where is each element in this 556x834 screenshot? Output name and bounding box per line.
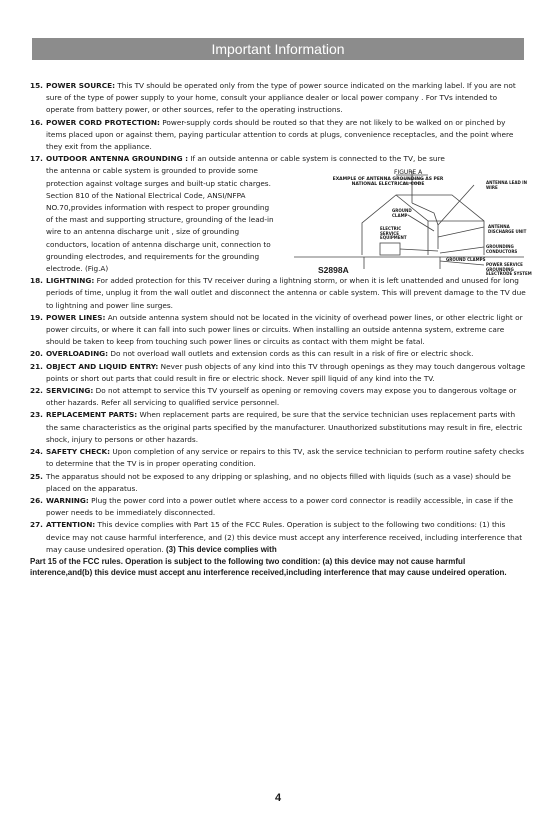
item-label: SERVICING: <box>46 386 94 396</box>
item-text: This TV should be operated only from the type of power source indicated on the marking label. If you are not sure of the type of power supply to your home, consult your appliance dealer or local power company . For TVs intended to operate from battery power, or other sources, refer to the operating instructions. <box>46 81 516 115</box>
item-label: POWER CORD PROTECTION: <box>46 117 160 127</box>
item-body <box>46 446 526 470</box>
list-item-27 <box>30 519 526 556</box>
list-item-17 <box>30 153 532 277</box>
list-item-20 <box>30 348 526 360</box>
item-body <box>46 409 526 446</box>
item-text: If an outside antenna or cable system is connected to the TV, be sure <box>188 154 445 164</box>
list-item-26 <box>30 495 526 519</box>
item-number: 27. <box>30 520 43 530</box>
item-body <box>46 471 526 495</box>
item-body <box>46 117 526 154</box>
model-number: S2898A <box>318 265 349 276</box>
service-equipment-label: ELECTRIC SERVICE EQUIPMENT <box>380 226 407 241</box>
page-number: 4 <box>274 792 282 804</box>
list-item-19 <box>30 312 526 349</box>
ground-clamp-label: GROUND CLAMP <box>392 208 412 218</box>
conductors-label: GROUNDING CONDUCTORS <box>486 244 518 254</box>
item-number: 20. <box>30 349 43 359</box>
item-body <box>46 361 526 385</box>
electrode-label: POWER SERVICE GROUNDING ELECTRODE SYSTEM <box>486 262 532 277</box>
item-number: 16. <box>30 117 43 127</box>
item-label: SAFETY CHECK: <box>46 447 111 457</box>
item-number: 18. <box>30 276 43 286</box>
item-body <box>46 275 526 312</box>
item-label: WARNING: <box>46 495 89 505</box>
figure-title: FIGURE A <box>394 169 423 177</box>
item-number: 21. <box>30 361 43 371</box>
item-text: This device complies with Part 15 of the FCC Rules. Operation is subject to the following two conditions: (1) this device may not cause harmful interference, and (2) this device must accept any interference received, including interference that may cause undesired operation. <box>46 520 523 554</box>
page-title: Important Information <box>211 41 345 57</box>
item-body <box>46 495 526 519</box>
item-number: 23. <box>30 410 43 420</box>
item-number: 26. <box>30 495 43 505</box>
item-text: When replacement parts are required, be sure that the service technician uses replacement parts with the same characteristics as the original parts specified by the manufacturer. Unauthorized substitutions may result in fire, electric shock, injury to persons or other hazards. <box>46 410 523 444</box>
antenna-grounding-figure <box>284 165 534 277</box>
item-text: Do not attempt to service this TV yourself as opening or removing covers may expose you to dangerous voltage or other hazards. Refer all servicing to qualified service personnel. <box>46 386 517 408</box>
instructions-list <box>30 80 532 578</box>
item-body <box>46 80 526 117</box>
item-text: Plug the power cord into a power outlet where access to a power cord connector is readily accessible, in case if the power needs to be immediately disconnected. <box>46 495 513 518</box>
item-number: 17. <box>30 154 43 164</box>
item-label: ATTENTION: <box>46 520 96 530</box>
item-text: For added protection for this TV receiver during a lightning storm, or when it is left unattended and unused for long periods of time, unplug it from the wall outlet and disconnect the antenna or cable system. This will prevent damage to the TV due to lightning and power line surges. <box>46 276 526 310</box>
item-label: REPLACEMENT PARTS: <box>46 410 138 420</box>
section-banner <box>32 38 524 60</box>
item-label: POWER LINES: <box>46 312 106 322</box>
item-body <box>46 153 534 275</box>
list-item-16 <box>30 117 526 154</box>
item-body <box>46 348 526 360</box>
list-item-18 <box>30 275 526 312</box>
item-body <box>46 385 526 409</box>
list-item-21 <box>30 361 526 385</box>
lead-in-label: ANTENNA LEAD IN WIRE <box>486 180 528 190</box>
item-label: OVERLOADING: <box>46 349 109 359</box>
item-text: Never push objects of any kind into this TV through openings as they may touch dangerous voltage points or short out parts that could result in fire or electric shock. Never spill liquid of any kind into the TV. <box>46 361 526 383</box>
item-text: An outside antenna system should not be located in the vicinity of overhead power lines, or other electric light or power circuits, or where it can fall into such power lines or circuits. When installing an outside antenna system, extreme care should be taken to keep from touching such power lines or circuits as contact with them might be fatal. <box>46 312 523 347</box>
item-text-bold: (3) This device complies with <box>163 544 277 554</box>
item-27-continuation: Part 15 of the FCC rules. Operation is subject to the following two condition: (a) this device may not cause harmful interence,and(b) this device must accept anu interference received,including interference that may cause undeired operation. <box>30 556 507 577</box>
item-text: Power-supply cords should be routed so that they are not likely to be walked on or pinched by items placed upon or against them, paying particular attention to cords at plugs, convenience receptacles, and the point where they exit from the appliance. <box>46 117 514 152</box>
item-text: Upon completion of any service or repairs to this TV, ask the service technician to perform routine safety checks to determine that the TV is in proper operating condition. <box>46 447 525 469</box>
item-label: LIGHTNING: <box>46 276 95 286</box>
list-item-23 <box>30 409 526 446</box>
list-item-24 <box>30 446 526 470</box>
item-number: 24. <box>30 447 43 457</box>
item-text: Do not overload wall outlets and extension cords as this can result in a risk of fire or electric shock. <box>108 349 474 359</box>
item-number: 22. <box>30 386 43 396</box>
item-text-wrap: the antenna or cable system is grounded to provide some protection against voltage surges and built-up static charges. Section 810 of the National Electrical Code, ANSI/NFPA NO.70,provides information with respect to proper grounding of the mast and supporting structure, grounding of the lead-in wire to an antenna discharge unit , size of grounding conductors, location of antenna discharge unit, connection to grounding electrodes, and requirements for the grounding electrode. (Fig.A) <box>46 166 274 274</box>
item-number: 25. <box>30 471 43 481</box>
item-label: OBJECT AND LIQUID ENTRY: <box>46 361 159 371</box>
list-item-15 <box>30 80 526 117</box>
item-label: OUTDOOR ANTENNA GROUNDING : <box>46 154 189 164</box>
item-label: POWER SOURCE: <box>46 81 116 90</box>
item-number: 15. <box>30 81 43 90</box>
item-body <box>46 312 526 349</box>
item-body <box>46 519 526 556</box>
discharge-unit-label: ANTENNA DISCHARGE UNIT <box>488 224 527 234</box>
item-text: The apparatus should not be exposed to any dripping or splashing, and no objects filled with liquids (such as a vase) should be placed on the apparatus. <box>46 471 511 493</box>
list-item-22 <box>30 385 526 409</box>
figure-caption: EXAMPLE OF ANTENNA GROUNDING AS PER NATIONAL ELECTRICAL CODE <box>332 177 444 188</box>
item-number: 19. <box>30 312 43 322</box>
ground-clamps-label: GROUND CLAMPS <box>446 257 486 263</box>
list-item-25 <box>30 471 526 495</box>
